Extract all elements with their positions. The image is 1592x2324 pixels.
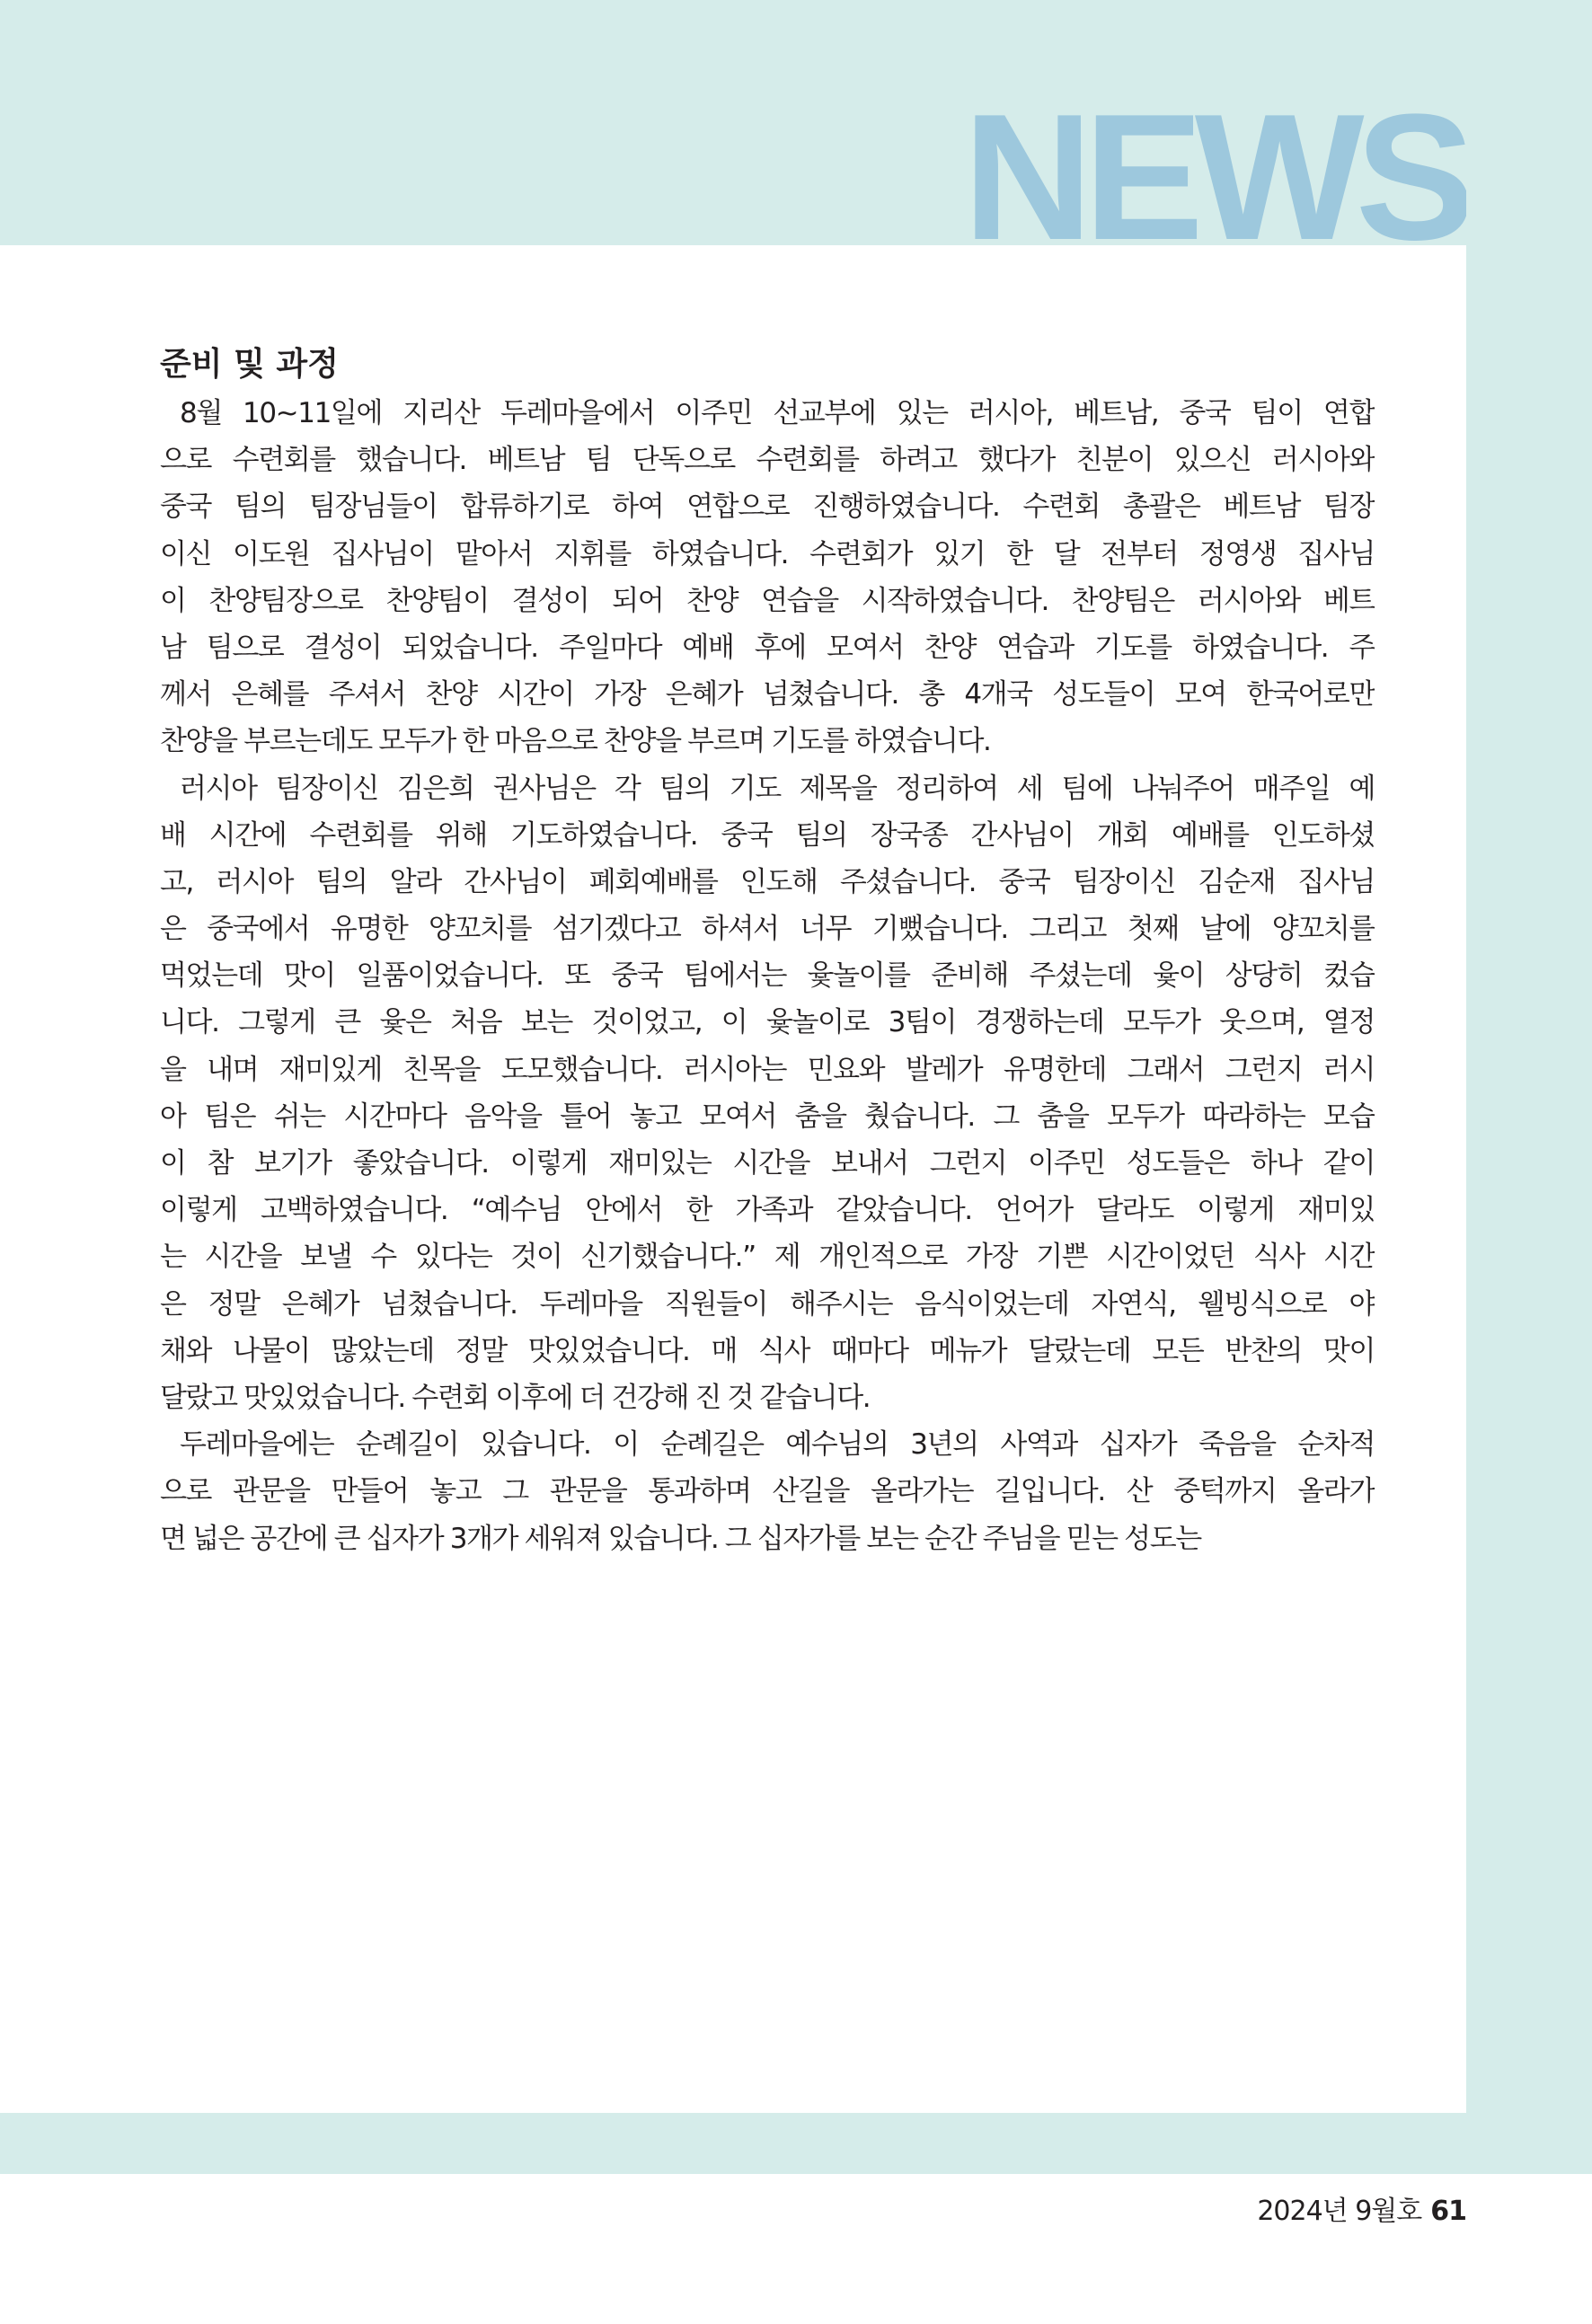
text-line: 아 팀은 쉬는 시간마다 음악을 틀어 놓고 모여서 춤을 췄습니다. 그 춤을 모두가 따라하는 모습 bbox=[160, 1100, 1375, 1133]
text-line: 으로 수련회를 했습니다. 베트남 팀 단독으로 수련회를 하려고 했다가 친분이 있으신 러시아와 bbox=[160, 444, 1375, 477]
text-line: 남 팀으로 결성이 되었습니다. 주일마다 예배 후에 모여서 찬양 연습과 기도를 하였습니다. 주 bbox=[160, 631, 1375, 664]
text-line: 먹었는데 맛이 일품이었습니다. 또 중국 팀에서는 윷놀이를 준비해 주셨는데 윷이 상당히 컸습 bbox=[160, 959, 1375, 993]
text-line: 이신 이도원 집사님이 맡아서 지휘를 하였습니다. 수련회가 있기 한 달 전부터 정영생 집사님 bbox=[160, 537, 1375, 570]
article-body bbox=[160, 340, 1375, 1562]
text-line: 러시아 팀장이신 김은희 권사님은 각 팀의 기도 제목을 정리하여 세 팀에 나눠주어 매주일 예 bbox=[180, 772, 1375, 805]
text-line: 니다. 그렇게 큰 윷은 처음 보는 것이었고, 이 윷놀이로 3팀이 경쟁하는데 모두가 웃으며, 열정 bbox=[160, 1006, 1375, 1039]
page-footer bbox=[1257, 2185, 1466, 2239]
text-line: 은 중국에서 유명한 양꼬치를 섬기겠다고 하셔서 너무 기뻤습니다. 그리고 첫째 날에 양꼬치를 bbox=[160, 913, 1375, 946]
section-heading: 준비 및 과정 bbox=[160, 346, 339, 383]
text-line: 이 찬양팀장으로 찬양팀이 결성이 되어 찬양 연습을 시작하였습니다. 찬양팀은 러시아와 베트 bbox=[160, 584, 1375, 617]
paragraph bbox=[160, 1421, 1375, 1562]
text-line: 께서 은혜를 주셔서 찬양 시간이 가장 은혜가 넘쳤습니다. 총 4개국 성도들이 모여 한국어로만 bbox=[160, 678, 1375, 711]
text-line: 중국 팀의 팀장님들이 합류하기로 하여 연합으로 진행하였습니다. 수련회 총괄은 베트남 팀장 bbox=[160, 490, 1375, 524]
paragraph bbox=[160, 765, 1375, 1422]
news-masthead: NEWS bbox=[963, 106, 1466, 245]
text-line: 이 참 보기가 좋았습니다. 이렇게 재미있는 시간을 보내서 그런지 이주민 성도들은 하나 같이 bbox=[160, 1147, 1375, 1180]
text-line: 으로 관문을 만들어 놓고 그 관문을 통과하며 산길을 올라가는 길입니다. 산 중턱까지 올라가 bbox=[160, 1475, 1375, 1508]
page-number: 61 bbox=[1430, 2196, 1466, 2227]
text-line: 은 정말 은혜가 넘쳤습니다. 두레마을 직원들이 해주시는 음식이었는데 자연식, 웰빙식으로 야 bbox=[160, 1287, 1375, 1321]
text-line: 는 시간을 보낼 수 있다는 것이 신기했습니다.” 제 개인적으로 가장 기쁜 시간이었던 식사 시간 bbox=[160, 1241, 1375, 1274]
text-line: 두레마을에는 순례길이 있습니다. 이 순례길은 예수님의 3년의 사역과 십자가 죽음을 순차적 bbox=[180, 1428, 1375, 1462]
paragraph bbox=[160, 390, 1375, 765]
article-paragraphs bbox=[160, 390, 1375, 1562]
text-line: 이렇게 고백하였습니다. “예수님 안에서 한 가족과 같았습니다. 언어가 달라도 이렇게 재미있 bbox=[160, 1194, 1375, 1227]
text-line: 채와 나물이 많았는데 정말 맛있었습니다. 매 식사 때마다 메뉴가 달랐는데 모든 반찬의 맛이 bbox=[160, 1334, 1375, 1367]
text-line: 찬양을 부르는데도 모두가 한 마음으로 찬양을 부르며 기도를 하였습니다. bbox=[160, 725, 991, 758]
text-line: 면 넓은 공간에 큰 십자가 3개가 세워져 있습니다. 그 십자가를 보는 순간 주님을 믿는 성도는 bbox=[160, 1522, 1201, 1555]
text-line: 을 내며 재미있게 친목을 도모했습니다. 러시아는 민요와 발레가 유명한데 그래서 그런지 러시 bbox=[160, 1053, 1375, 1086]
text-line: 8월 10~11일에 지리산 두레마을에서 이주민 선교부에 있는 러시아, 베트남, 중국 팀이 연합 bbox=[180, 397, 1375, 429]
issue-label: 2024년 9월호 bbox=[1257, 2196, 1422, 2227]
footer-band bbox=[0, 2113, 1592, 2174]
text-line: 달랐고 맛있었습니다. 수련회 이후에 더 건강해 진 것 같습니다. bbox=[160, 1381, 871, 1414]
text-line: 고, 러시아 팀의 알라 간사님이 폐회예배를 인도해 주셨습니다. 중국 팀장이신 김순재 집사님 bbox=[160, 865, 1375, 898]
right-margin-band bbox=[1466, 0, 1592, 2120]
text-line: 배 시간에 수련회를 위해 기도하였습니다. 중국 팀의 장국종 간사님이 개회 예배를 인도하셨 bbox=[160, 818, 1375, 852]
